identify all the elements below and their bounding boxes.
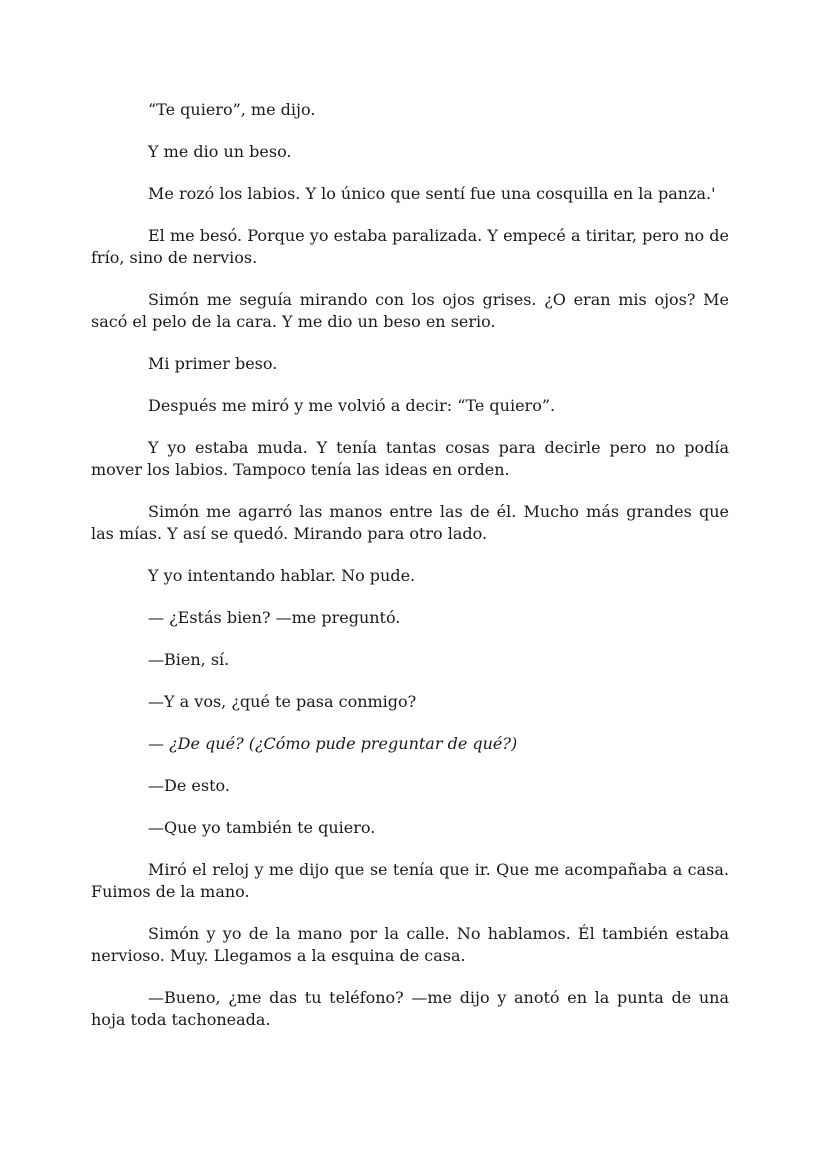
paragraph: Y me dio un beso. — [148, 142, 292, 161]
body-text — [91, 99, 729, 1051]
paragraph: Después me miró y me volvió a decir: “Te quiero”. — [148, 396, 556, 415]
dialogue-line: —De esto. — [148, 776, 230, 795]
dialogue-line: —Bueno, ¿me das tu teléfono? —me dijo y anotó en la punta de una hoja toda tachoneada. — [91, 988, 729, 1029]
dialogue-line-italic: — ¿De qué? (¿Cómo pude preguntar de qué?) — [148, 734, 518, 753]
paragraph: Simón me seguía mirando con los ojos grises. ¿O eran mis ojos? Me sacó el pelo de la cara. Y me dio un beso en serio. — [91, 290, 729, 331]
paragraph: Mi primer beso. — [148, 354, 278, 373]
dialogue-line: —Y a vos, ¿qué te pasa conmigo? — [148, 692, 417, 711]
paragraph: Me rozó los labios. Y lo único que sentí fue una cosquilla en la panza.' — [148, 184, 716, 203]
paragraph: Simón me agarró las manos entre las de él. Mucho más grandes que las mías. Y así se quedó. Mirando para otro lado. — [91, 502, 729, 543]
paragraph: El me besó. Porque yo estaba paralizada. Y empecé a tiritar, pero no de frío, sino de nervios. — [91, 226, 729, 267]
paragraph: Simón y yo de la mano por la calle. No hablamos. Él también estaba nervioso. Muy. Llegamos a la esquina de casa. — [91, 924, 729, 965]
paragraph: Y yo estaba muda. Y tenía tantas cosas para decirle pero no podía mover los labios. Tampoco tenía las ideas en orden. — [91, 438, 729, 479]
paragraph: Miró el reloj y me dijo que se tenía que ir. Que me acompañaba a casa. Fuimos de la mano. — [91, 860, 729, 901]
paragraph: “Te quiero”, me dijo. — [148, 100, 316, 119]
dialogue-line: — ¿Estás bien? —me preguntó. — [148, 608, 401, 627]
dialogue-line: —Que yo también te quiero. — [148, 818, 376, 837]
dialogue-line: —Bien, sí. — [148, 650, 230, 669]
paragraph: Y yo intentando hablar. No pude. — [148, 566, 416, 585]
